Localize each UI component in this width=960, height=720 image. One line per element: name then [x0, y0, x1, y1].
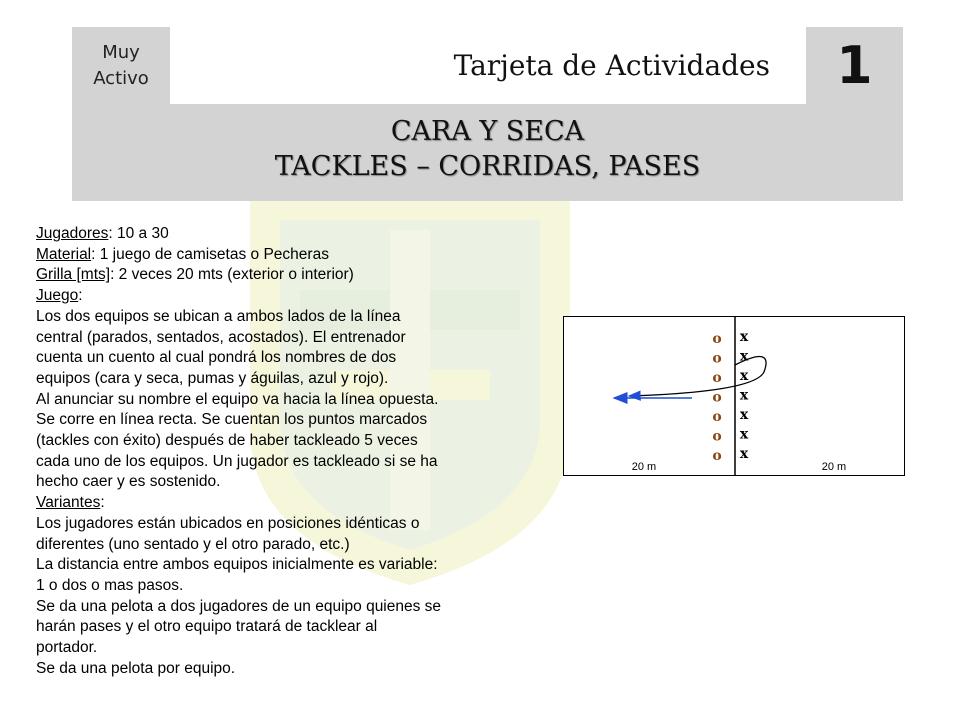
grilla-value: : 2 veces 20 mts (exterior o interior)	[110, 266, 354, 284]
activity-title: CARA Y SECA	[390, 116, 585, 147]
juego-line: hecho caer y es sostenido.	[36, 473, 221, 491]
team-o-player: o	[712, 389, 722, 406]
activity-level	[72, 27, 170, 104]
card-title: Tarjeta de Actividades	[453, 49, 770, 82]
material-label: Material	[36, 245, 92, 263]
material-line	[36, 245, 536, 266]
jugadores-line	[36, 224, 536, 245]
team-o-player: o	[712, 350, 722, 367]
juego-label: Juego	[36, 287, 79, 305]
activity-level-line2: Activo	[93, 67, 149, 89]
variantes-colon: :	[100, 494, 105, 512]
variantes-line: Se da una pelota a dos jugadores de un equipo quienes se	[36, 597, 442, 615]
team-x-player: x	[739, 426, 749, 443]
variantes-line: 1 o dos o mas pasos.	[36, 576, 184, 594]
team-o-player: o	[712, 331, 722, 347]
activity-title-band	[72, 104, 903, 201]
field-svg	[564, 317, 904, 475]
team-x-player: x	[739, 348, 749, 365]
variantes-line: harán pases y el otro equipo tratará de tacklear al	[36, 618, 378, 636]
variantes-line: Los jugadores están ubicados en posiciones idénticas o	[36, 514, 420, 532]
juego-heading	[36, 286, 536, 307]
grilla-label: Grilla [mts]	[36, 266, 111, 284]
activity-description	[36, 224, 536, 679]
grilla-line	[36, 265, 536, 286]
team-o-player: o	[712, 448, 722, 464]
variantes-label: Variantes	[36, 494, 101, 512]
variantes-line: La distancia entre ambos equipos inicialmente es variable:	[36, 556, 438, 574]
team-o-player: o	[712, 428, 722, 445]
juego-line: (tackles con éxito) después de haber tackleado 5 veces	[36, 432, 418, 450]
team-x-player: x	[739, 329, 749, 345]
team-o-player: o	[712, 370, 722, 386]
variantes-line: portador.	[36, 639, 98, 657]
variantes-heading	[36, 493, 536, 514]
material-value: : 1 juego de camisetas o Pecheras	[91, 245, 329, 263]
juego-line: cada uno de los equipos. Un jugador es tackleado si se ha	[36, 452, 438, 470]
team-x-player: x	[739, 387, 749, 404]
right-distance-label: 20 m	[821, 461, 847, 473]
activity-subtitle: TACKLES – CORRIDAS, PASES	[274, 151, 701, 182]
juego-line: Al anunciar su nombre el equipo va hacia la línea opuesta.	[36, 390, 439, 408]
team-x-player: x	[739, 446, 749, 462]
variantes-line: Se da una pelota por equipo.	[36, 659, 236, 677]
team-x-player: x	[739, 407, 749, 423]
jugadores-label: Jugadores	[36, 225, 109, 242]
jugadores-value: : 10 a 30	[108, 225, 169, 242]
field-diagram	[563, 316, 905, 476]
juego-line: cuenta un cuento al cual pondrá los nombres de dos	[36, 349, 397, 367]
juego-line: central (parados, sentados, acostados). El entrenador	[36, 328, 406, 346]
variantes-line: diferentes (uno sentado y el otro parado, etc.)	[36, 535, 350, 553]
juego-line: equipos (cara y seca, pumas y águilas, azul y rojo).	[36, 369, 389, 387]
activity-level-line1: Muy	[102, 41, 140, 63]
team-x-player: x	[739, 368, 749, 384]
card-header	[170, 27, 806, 104]
left-distance-label: 20 m	[631, 461, 657, 473]
juego-colon: :	[78, 287, 83, 305]
card-number: 1	[806, 27, 903, 104]
juego-line: Los dos equipos se ubican a ambos lados de la línea	[36, 307, 401, 325]
team-o-player: o	[712, 409, 722, 425]
juego-line: Se corre en línea recta. Se cuentan los puntos marcados	[36, 411, 428, 429]
